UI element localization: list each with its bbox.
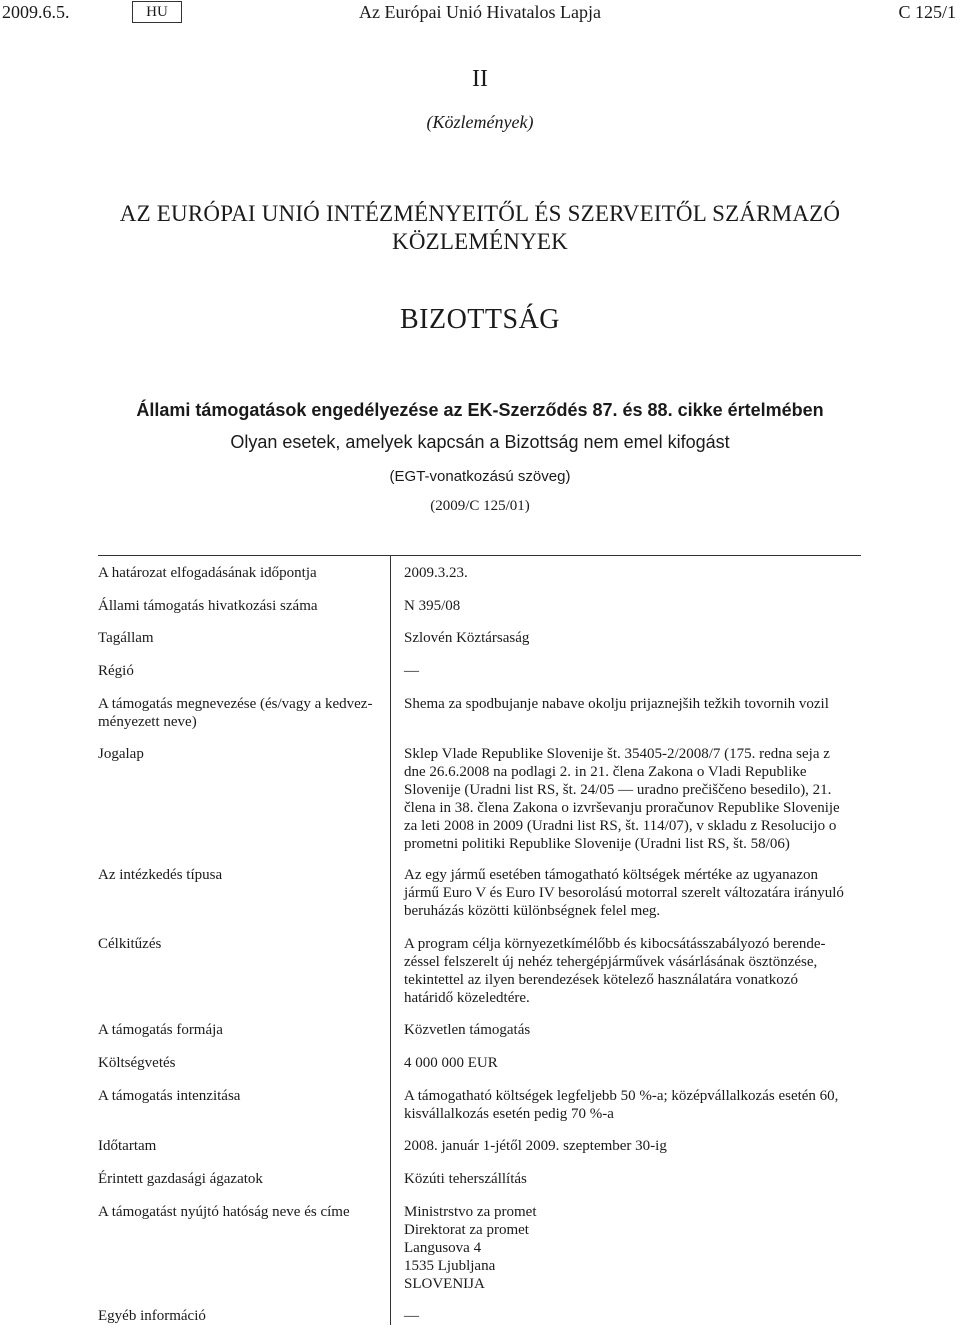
- row-label: [98, 1021, 380, 1039]
- eea-relevance: (EGT-vonatkozású szöveg): [389, 468, 571, 485]
- row-label-line: A támogatás megnevezése (és/vagy a kedvez-: [98, 696, 373, 712]
- row-value-line: Közúti teherszállítás: [404, 1171, 527, 1187]
- row-label: [98, 564, 380, 582]
- row-value-line: Sklep Vlade Republike Slovenije št. 35405-2/2008/7 (175. redna seja z: [404, 746, 830, 762]
- row-value-line: Slovenije (Uradni list RS, št. 24/05 — uradno prečiščeno besedilo), 21.: [404, 782, 832, 798]
- row-label: [98, 662, 380, 680]
- row-label: [98, 1203, 380, 1221]
- row-label-line: Célkitűzés: [98, 936, 162, 952]
- row-value: [404, 1021, 861, 1039]
- row-value-line: SLOVENIJA: [404, 1276, 485, 1292]
- row-value: [404, 935, 861, 1007]
- main-title-line: KÖZLEMÉNYEK: [392, 229, 568, 254]
- institution-heading: BIZOTTSÁG: [399, 304, 561, 335]
- main-title: [0, 200, 960, 256]
- row-value: [404, 629, 861, 647]
- row-label-line: Régió: [98, 663, 134, 679]
- row-value-line: Ministrstvo za promet: [404, 1204, 537, 1220]
- row-label: [98, 1137, 380, 1155]
- row-label: [98, 695, 380, 731]
- row-label-line: Egyéb információ: [98, 1308, 206, 1324]
- row-label-line: A támogatás formája: [98, 1022, 223, 1038]
- row-value-line: 4 000 000 EUR: [404, 1055, 498, 1071]
- row-value-line: határidő közeledtére.: [404, 990, 530, 1006]
- journal-header: [0, 0, 960, 24]
- row-value-line: N 395/08: [404, 598, 461, 614]
- row-value: [404, 597, 861, 615]
- row-value-line: Direktorat za promet: [404, 1222, 529, 1238]
- row-label-line: Érintett gazdasági ágazatok: [98, 1171, 263, 1187]
- row-label-line: Jogalap: [98, 746, 144, 762]
- row-value-line: 1535 Ljubljana: [404, 1258, 496, 1274]
- row-value: [404, 1170, 861, 1188]
- row-value-line: tekintettel az ilyen berendezések kötelező használatára vonatkozó: [404, 972, 798, 988]
- row-label-line: Időtartam: [98, 1138, 157, 1154]
- table-top-rule: [98, 555, 861, 556]
- language-badge: HU: [132, 1, 182, 23]
- row-label-line: ményezett neve): [98, 714, 197, 730]
- row-value-line: jármű Euro V és Euro IV besorolású motorral szerelt változatára irányuló: [404, 885, 844, 901]
- row-label-line: A támogatás intenzitása: [98, 1088, 241, 1104]
- row-value: [404, 564, 861, 582]
- row-value-line: —: [404, 663, 419, 679]
- row-value: [404, 1203, 861, 1293]
- journal-title: Az Európai Unió Hivatalos Lapja: [359, 2, 601, 22]
- row-value-line: beruházás közötti különbségnek felel meg.: [404, 903, 661, 919]
- row-label-line: Állami támogatás hivatkozási száma: [98, 598, 318, 614]
- row-label: [98, 935, 380, 953]
- row-value-line: kisvállalkozás esetén pedig 70 %-a: [404, 1106, 614, 1122]
- part-subtitle: (Közlemények): [426, 112, 534, 132]
- row-label: [98, 866, 380, 884]
- row-label: [98, 1087, 380, 1105]
- row-value-line: 2009.3.23.: [404, 565, 468, 581]
- row-value-line: zéssel felszerelt új nehéz tehergépjárművek vásárlásának ösztönzése,: [404, 954, 818, 970]
- row-label: [98, 1307, 380, 1325]
- row-value-line: 2008. január 1-jétől 2009. szeptember 30-ig: [404, 1138, 667, 1154]
- row-value-line: Az egy jármű esetében támogatható költségek mértéke az ugyanazon: [404, 867, 818, 883]
- document-reference: (2009/C 125/01): [430, 498, 530, 514]
- row-label-line: A határozat elfogadásának időpontja: [98, 565, 317, 581]
- row-value: [404, 1087, 861, 1123]
- row-value: [404, 866, 861, 920]
- row-label: [98, 597, 380, 615]
- row-label: [98, 1170, 380, 1188]
- document-title: Állami támogatások engedélyezése az EK-Szerződés 87. és 88. cikke értelmében: [136, 400, 824, 420]
- row-value-line: dne 26.6.2008 na podlagi 2. in 21. člena Zakona o Vladi Republike: [404, 764, 807, 780]
- row-value-line: A program célja környezetkímélőbb és kibocsátásszabályozó berende-: [404, 936, 826, 952]
- row-label-line: Tagállam: [98, 630, 154, 646]
- row-value-line: Shema za spodbujanje nabave okolju prijaznejših težkih tovornih vozil: [404, 696, 829, 712]
- page-reference: C 125/1: [898, 2, 956, 22]
- publication-date: 2009.6.5.: [2, 2, 70, 22]
- row-value: [404, 1307, 861, 1325]
- row-value: [404, 1054, 861, 1072]
- document-subtitle: Olyan esetek, amelyek kapcsán a Bizottság nem emel kifogást: [230, 432, 730, 452]
- row-value: [404, 1137, 861, 1155]
- main-title-line: AZ EURÓPAI UNIÓ INTÉZMÉNYEITŐL ÉS SZERVEITŐL SZÁRMAZÓ: [119, 201, 841, 226]
- row-value: [404, 695, 861, 713]
- row-value-line: prometni politiki Republike Slovenije (Uradni list RS, št. 58/06): [404, 836, 790, 852]
- row-value-line: Közvetlen támogatás: [404, 1022, 531, 1038]
- row-label: [98, 1054, 380, 1072]
- row-value: [404, 745, 861, 853]
- table-column-divider: [390, 555, 391, 1325]
- row-value-line: —: [404, 1308, 419, 1324]
- row-label: [98, 629, 380, 647]
- row-value-line: Langusova 4: [404, 1240, 482, 1256]
- row-label: [98, 745, 380, 763]
- part-number: II: [472, 66, 488, 92]
- row-value-line: za leti 2008 in 2009 (Uradni list RS, št. 114/07), v skladu z Resolucijo o: [404, 818, 837, 834]
- row-value: [404, 662, 861, 680]
- row-value-line: člena in 38. člena Zakona o izvrševanju proračunov Republike Slovenije: [404, 800, 840, 816]
- row-label-line: Az intézkedés típusa: [98, 867, 223, 883]
- row-label-line: Költségvetés: [98, 1055, 176, 1071]
- row-value-line: Szlovén Köztársaság: [404, 630, 530, 646]
- row-label-line: A támogatást nyújtó hatóság neve és címe: [98, 1204, 350, 1220]
- row-value-line: A támogatható költségek legfeljebb 50 %-a; középvállalkozás esetén 60,: [404, 1088, 839, 1104]
